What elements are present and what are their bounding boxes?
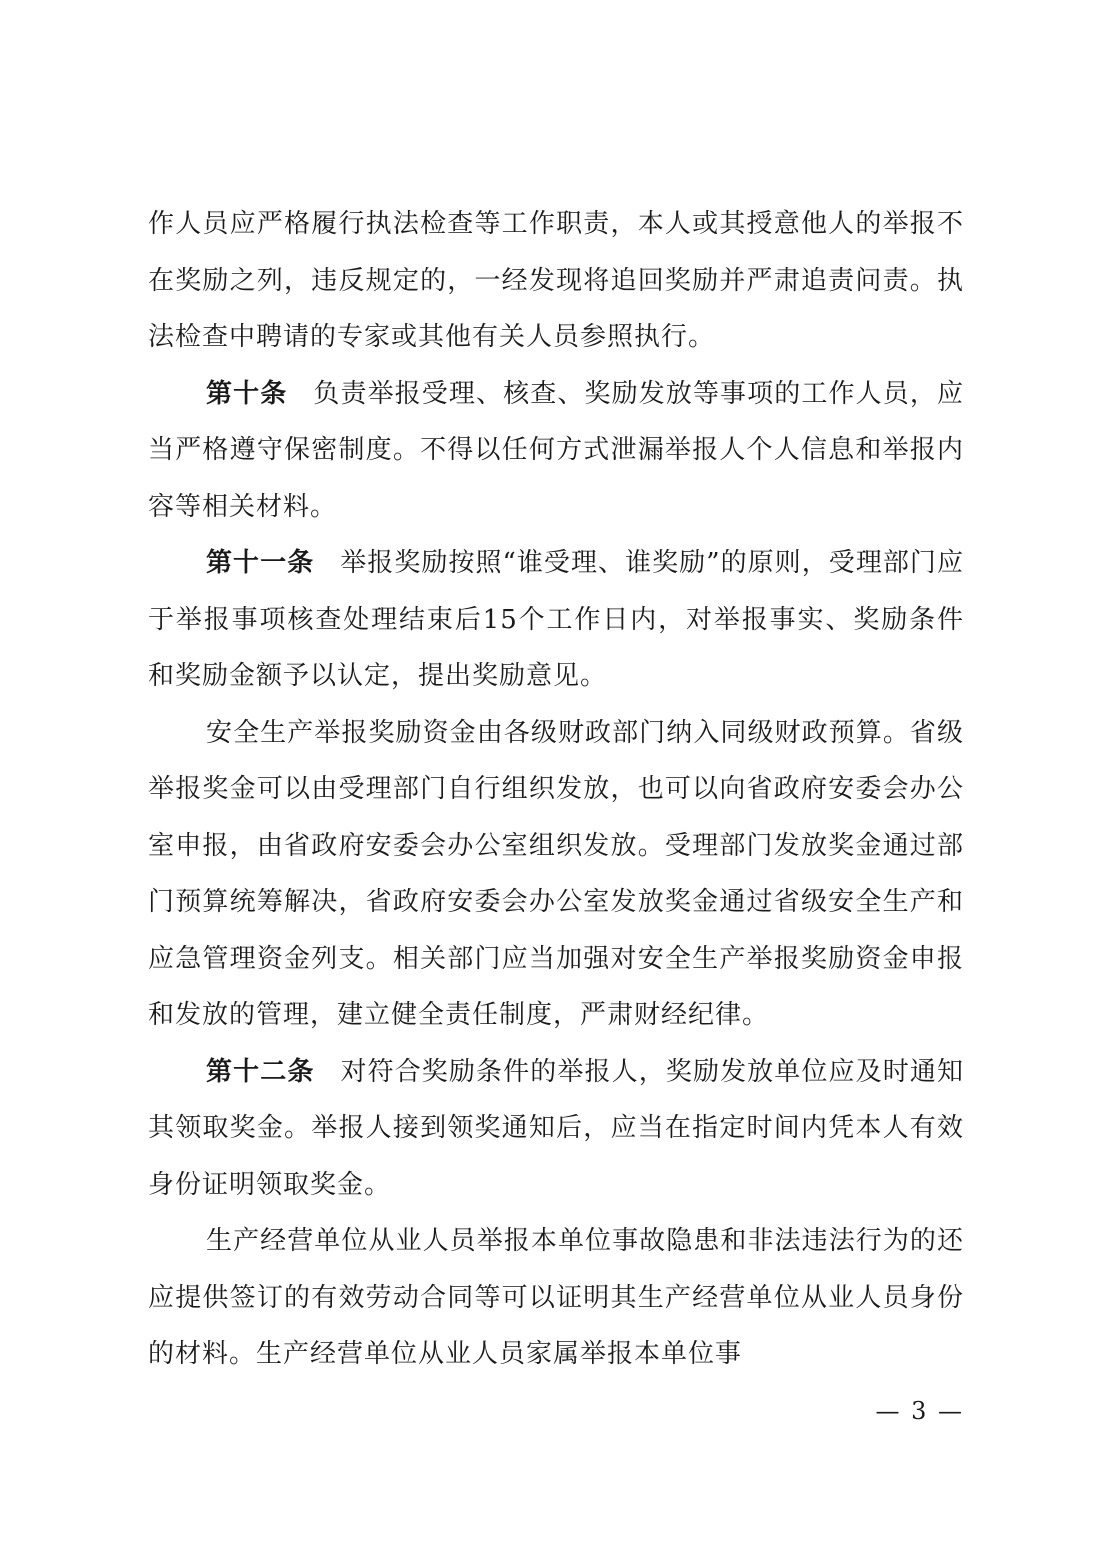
paragraph-text: 负责举报受理、核查、奖励发放等事项的工作人员，应当严格遵守保密制度。不得以任何方式泄漏举报人个人信息和举报内容等相关材料。	[148, 378, 964, 522]
article-number: 第十一条	[206, 548, 315, 578]
paragraph-article-12	[148, 1044, 964, 1214]
paragraph-employee-report	[148, 1213, 964, 1383]
paragraph-text: 作人员应严格履行执法检查等工作职责，本人或其授意他人的举报不在奖励之列，违反规定的，一经发现将追回奖励并严肃追责问责。执法检查中聘请的专家或其他有关人员参照执行。	[148, 209, 964, 352]
paragraph-continuation	[148, 196, 964, 366]
document-body	[148, 196, 964, 1383]
article-number: 第十条	[206, 378, 288, 409]
article-number: 第十二条	[206, 1056, 315, 1087]
paragraph-text: 安全生产举报奖励资金由各级财政部门纳入同级财政预算。省级举报奖金可以由受理部门自行组织发放，也可以向省政府安委会办公室申报，由省政府安委会办公室组织发放。受理部门发放奖金通过部门预算统筹解决，省政府安委会办公室发放奖金通过省级安全生产和应急管理资金列支。相关部门应当加强对安全生产举报奖励资金申报和发放的管理，建立健全责任制度，严肃财经纪律。	[148, 717, 964, 1030]
paragraph-article-10	[148, 366, 964, 536]
paragraph-text: 生产经营单位从业人员举报本单位事故隐患和非法违法行为的还应提供签订的有效劳动合同等可以证明其生产经营单位从业人员身份的材料。生产经营单位从业人员家属举报本单位事	[148, 1226, 964, 1369]
paragraph-funding	[148, 705, 964, 1044]
page-number: — 3 —	[875, 1397, 964, 1425]
paragraph-text: 举报奖励按照“谁受理、谁奖励”的原则，受理部门应于举报事项核查处理结束后15个工作日内，对举报事实、奖励条件和奖励金额予以认定，提出奖励意见。	[148, 548, 964, 691]
paragraph-text: 对符合奖励条件的举报人，奖励发放单位应及时通知其领取奖金。举报人接到领奖通知后，应当在指定时间内凭本人有效身份证明领取奖金。	[148, 1056, 964, 1200]
paragraph-article-11	[148, 535, 964, 705]
